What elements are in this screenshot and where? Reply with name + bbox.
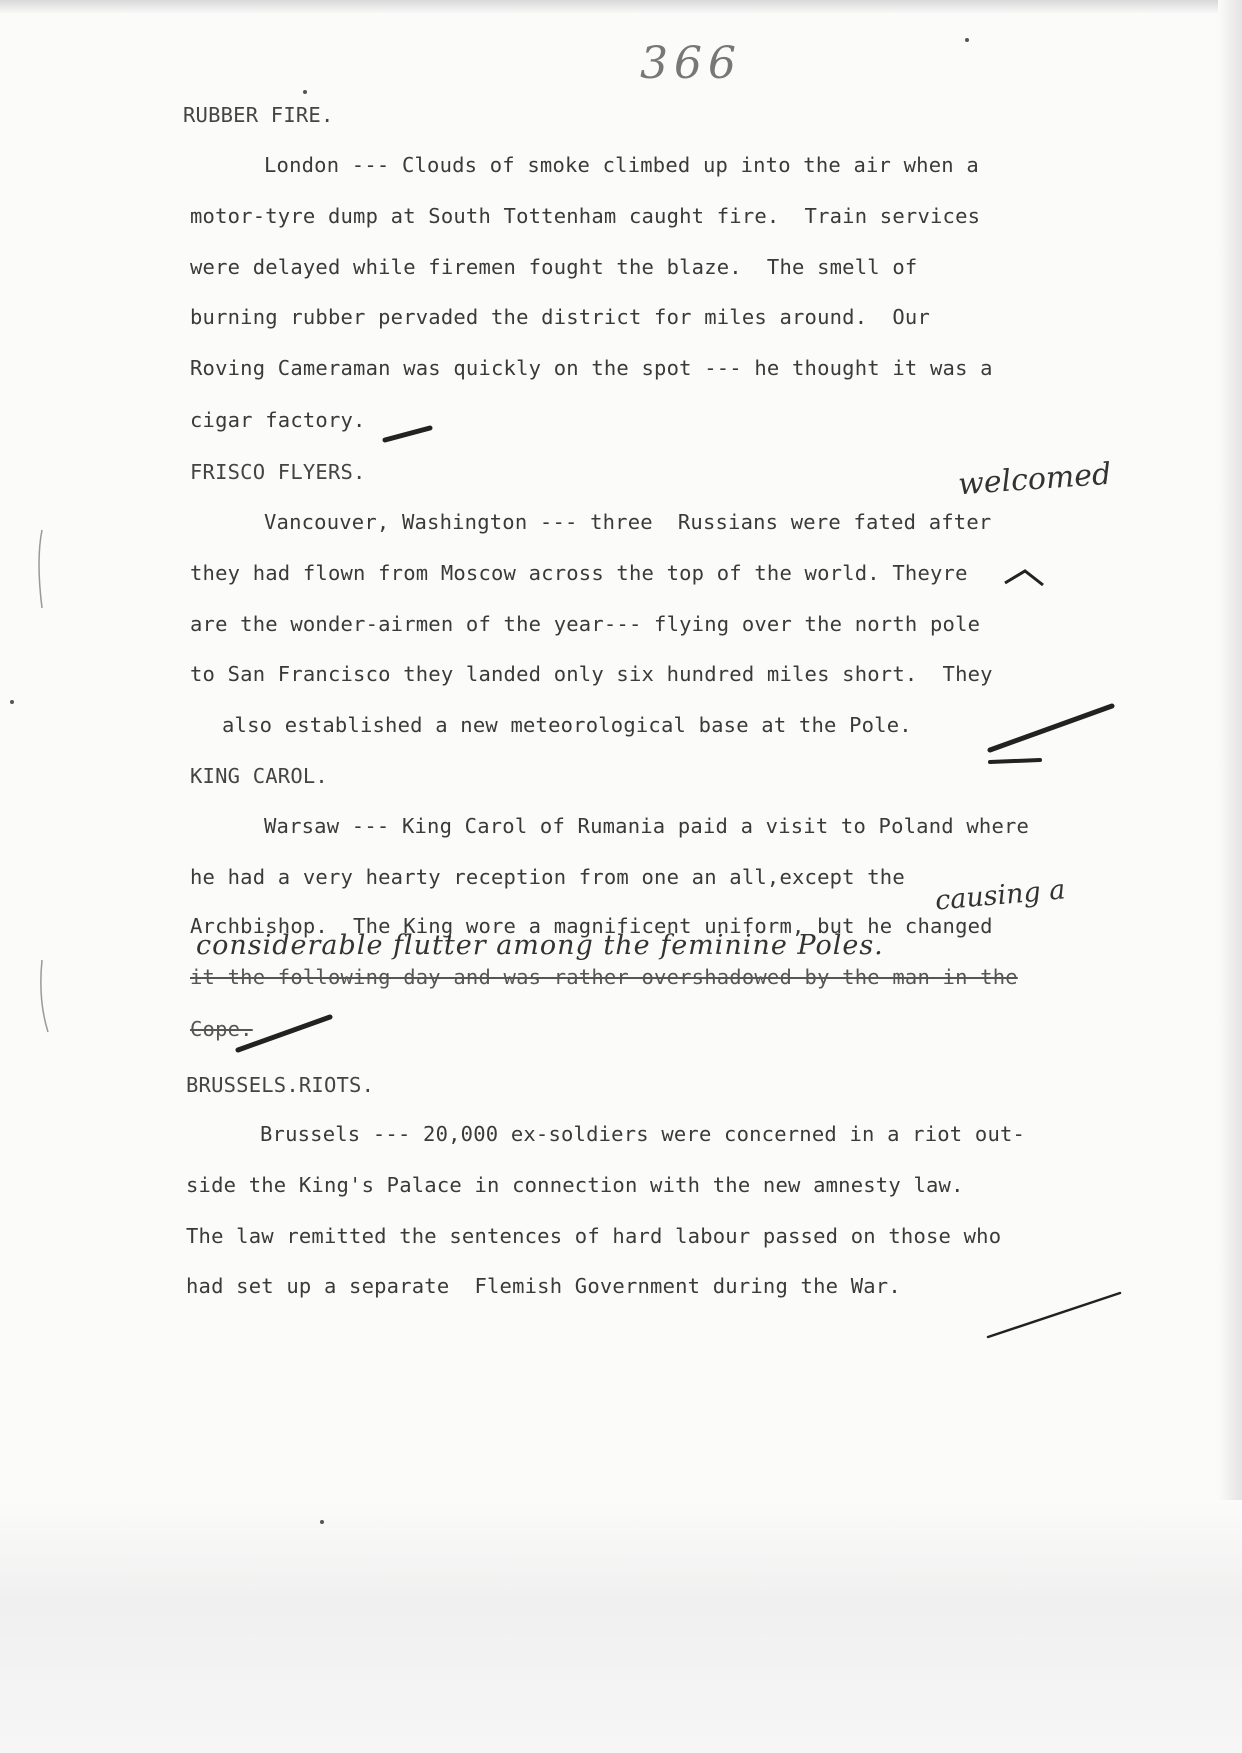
handwritten-insertion-causing-a: causing a <box>933 874 1067 917</box>
margin-bracket-upper <box>39 530 42 608</box>
handwritten-insertion-welcomed: welcomed <box>956 456 1113 503</box>
speck <box>320 1520 324 1524</box>
text-line: cigar factory. <box>190 408 366 432</box>
caret-insertion-mark <box>1005 571 1043 585</box>
text-line: to San Francisco they landed only six hundred miles short. They <box>190 662 993 686</box>
section-heading-frisco-flyers: FRISCO FLYERS. <box>190 460 366 484</box>
text-line: Warsaw --- King Carol of Rumania paid a visit to Poland where <box>264 814 1030 838</box>
handwritten-page-number: 366 <box>640 38 742 89</box>
margin-bracket-lower <box>41 960 48 1032</box>
text-line: Archbishop. The King wore a magnificent uniform, but he changed <box>190 914 993 938</box>
text-line: he had a very hearty reception from one an all,except the <box>190 865 905 889</box>
text-line: also established a new meteorological base at the Pole. <box>222 713 912 737</box>
struck-text-line: Cope. <box>190 1017 253 1041</box>
text-line: burning rubber pervaded the district for miles around. Our <box>190 305 930 329</box>
end-mark-frisco-flyers-2 <box>990 760 1040 762</box>
speck <box>965 38 969 42</box>
text-line: are the wonder-airmen of the year--- flying over the north pole <box>190 612 981 636</box>
end-mark-frisco-flyers <box>990 706 1112 750</box>
section-heading-rubber-fire: RUBBER FIRE. <box>183 103 334 127</box>
section-heading-king-carol: KING CAROL. <box>190 764 328 788</box>
text-line: they had flown from Moscow across the top of the world. Theyre <box>190 561 968 585</box>
text-line: Vancouver, Washington --- three Russians were fated after <box>264 510 992 534</box>
text-line: were delayed while firemen fought the blaze. The smell of <box>190 255 918 279</box>
text-line: had set up a separate Flemish Government during the War. <box>186 1274 901 1298</box>
text-line: Roving Cameraman was quickly on the spot --- he thought it was a <box>190 356 993 380</box>
text-line: London --- Clouds of smoke climbed up into the air when a <box>264 153 979 177</box>
section-heading-brussels-riots: BRUSSELS.RIOTS. <box>186 1073 375 1097</box>
end-mark-brussels-riots <box>988 1293 1120 1337</box>
text-line: Brussels --- 20,000 ex-soldiers were concerned in a riot out- <box>260 1122 1026 1146</box>
end-mark-king-carol <box>238 1017 330 1050</box>
speck <box>10 700 14 704</box>
handwritten-insertion-considerable-flutter: considerable flutter among the feminine Poles. <box>196 930 884 961</box>
text-line: The law remitted the sentences of hard labour passed on those who <box>186 1224 1002 1248</box>
speck <box>303 90 307 94</box>
text-line: motor-tyre dump at South Tottenham caught fire. Train services <box>190 204 981 228</box>
text-line: side the King's Palace in connection with the new amnesty law. <box>186 1173 964 1197</box>
struck-text-line: it the following day and was rather overshadowed by the man in the <box>190 965 1018 989</box>
end-mark-rubber-fire <box>385 428 430 440</box>
